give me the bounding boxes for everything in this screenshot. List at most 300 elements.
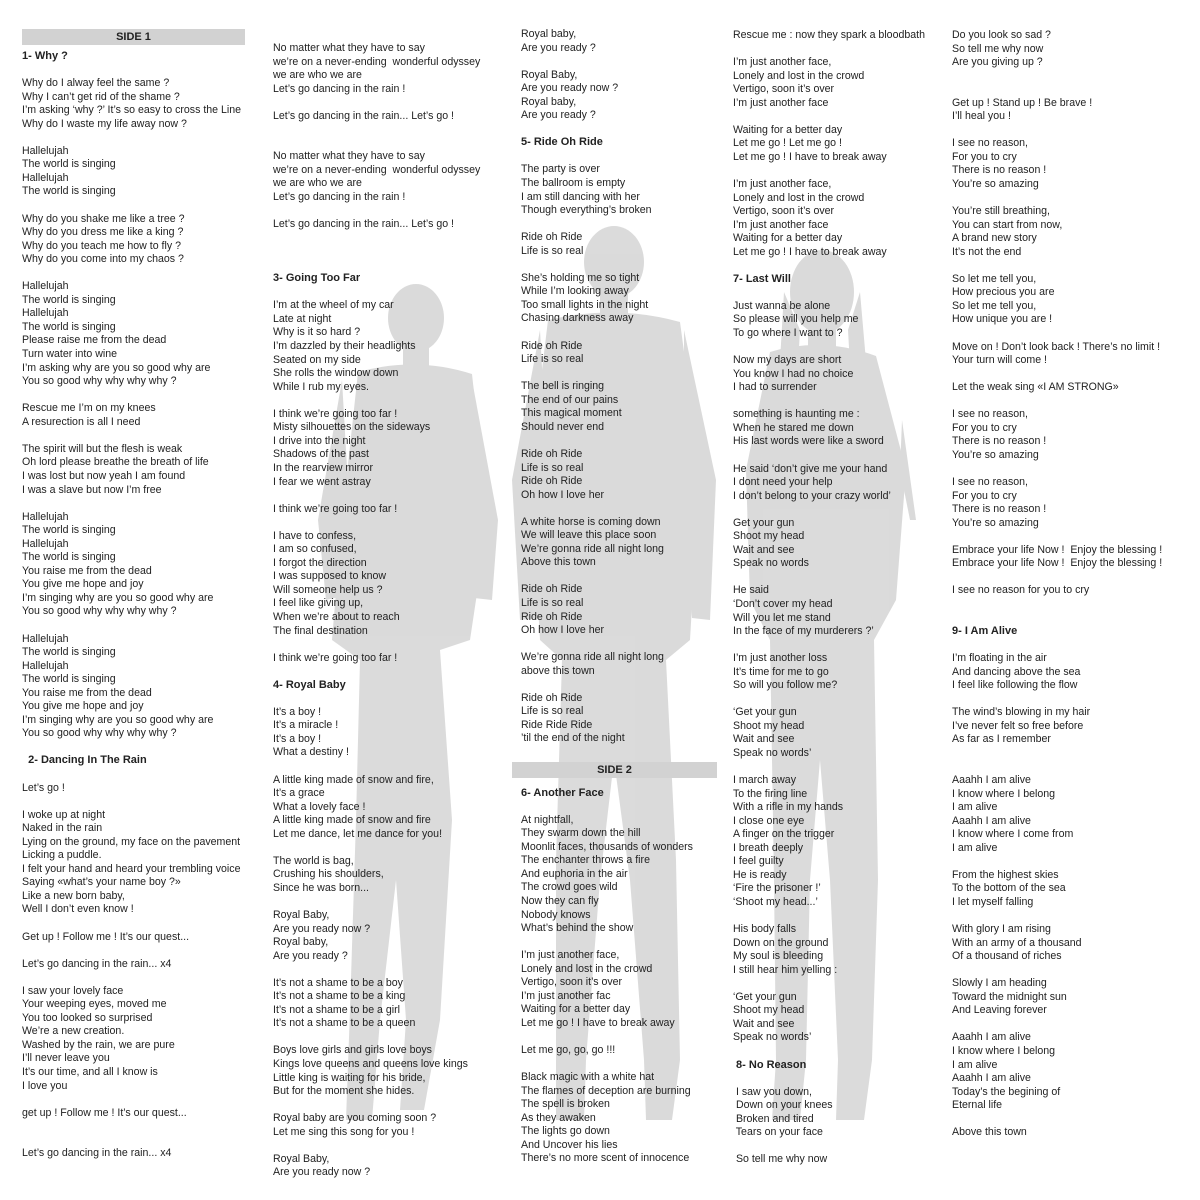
lyric-line: Hallelujah: [22, 307, 69, 320]
lyric-line: As far as I remember: [952, 733, 1051, 746]
stanza-gap: [22, 429, 241, 443]
lyric-line: The world is bag,: [273, 854, 354, 867]
lyric-line: A little king made of snow and fire,: [273, 773, 434, 786]
stanza-gap: [952, 964, 1162, 978]
lyric-line: I’m just another face,: [521, 949, 620, 962]
lyric-line: Why do you dress me like a king ?: [22, 226, 184, 239]
lyric-line: Little king is waiting for his bride,: [273, 1071, 426, 1084]
lyric-line: Hallelujah: [22, 537, 69, 550]
lyric-line: It’s not the end: [952, 245, 1022, 258]
stanza-gap: [273, 1099, 480, 1113]
lyric-line: Lonely and lost in the crowd: [733, 191, 865, 204]
lyric-line: At nightfall,: [521, 813, 574, 826]
stanza-gap: [733, 164, 925, 178]
lyric-line: get up ! Follow me ! It’s our quest...: [22, 1106, 187, 1119]
lyric-line: Slowly I am heading: [952, 977, 1047, 990]
lyric-line: Broken and tired: [733, 1112, 814, 1125]
lyric-line: I still hear him yelling :: [733, 963, 838, 976]
lyric-line: A white horse is coming down: [521, 515, 661, 528]
stanza-gap: [273, 96, 480, 110]
lyric-line: Why do you come into my chaos ?: [22, 253, 184, 266]
lyric-line: Why I can’t get rid of the shame ?: [22, 90, 180, 103]
song-title: 2- Dancing In The Rain: [22, 754, 147, 767]
lyric-line: Wait and see: [733, 543, 795, 556]
lyric-line: Let’s go dancing in the rain... x4: [22, 957, 172, 970]
stanza-gap: [521, 936, 693, 950]
lyric-line: And euphoria in the air: [521, 867, 628, 880]
song-title: 4- Royal Baby: [273, 678, 346, 691]
side-1-banner: SIDE 1: [22, 29, 245, 45]
lyric-line: So will you follow me?: [733, 679, 838, 692]
lyric-line: I woke up at night: [22, 808, 106, 821]
lyric-line: We will leave this place soon: [521, 529, 657, 542]
stanza-gap: [22, 917, 241, 931]
lyric-line: It’s our time, and all I know is: [22, 1066, 158, 1079]
lyric-line: How unique you are !: [952, 313, 1053, 326]
lyric-line: Hallelujah: [22, 144, 69, 157]
lyric-line: Let me go ! I have to break away: [521, 1016, 675, 1029]
stanza-gap: [733, 693, 925, 707]
lyric-line: above this town: [521, 664, 595, 677]
stanza-gap: [733, 259, 925, 273]
lyric-line: I think we’re going too far !: [273, 407, 398, 420]
lyric-line: How precious you are: [952, 286, 1055, 299]
stanza-gap: [22, 389, 241, 403]
lyric-line: Saying «what’s your name boy ?»: [22, 876, 181, 889]
lyric-line: Black magic with a white hat: [521, 1071, 655, 1084]
stanza-gap: [273, 692, 480, 706]
lyric-line: The world is singing: [22, 158, 116, 171]
lyric-line: So please will you help me: [733, 313, 859, 326]
stanza-gap: [521, 434, 693, 448]
lyric-line: Aaahh I am alive: [952, 1072, 1031, 1085]
lyric-line: For you to cry: [952, 489, 1017, 502]
lyric-line: He is ready: [733, 868, 787, 881]
lyric-line: Are you giving up ?: [952, 56, 1043, 69]
lyric-line: I am alive: [952, 1058, 998, 1071]
lyric-line: Boys love girls and girls love boys: [273, 1044, 432, 1057]
lyric-line: Are you ready now ?: [273, 1166, 371, 1179]
lyric-line: Let me dance, let me dance for you!: [273, 827, 443, 840]
lyric-line: They swarm down the hill: [521, 827, 641, 840]
lyric-line: Please raise me from the dead: [22, 334, 167, 347]
stanza-gap: [521, 800, 693, 814]
stanza-gap: [273, 245, 480, 259]
lyric-line: We’re gonna ride all night long: [521, 651, 664, 664]
lyric-line: The spell is broken: [521, 1098, 610, 1111]
lyric-line: Royal Baby,: [521, 68, 578, 81]
lyric-line: It’s not a shame to be a boy: [273, 976, 403, 989]
stanza-gap: [952, 855, 1162, 869]
lyric-line: we’re on a never-ending wonderful odyssey: [273, 163, 481, 176]
stanza-gap: [521, 150, 693, 164]
lyric-line: A finger on the trigger: [733, 828, 835, 841]
stanza-gap: [273, 1031, 480, 1045]
lyric-line: Speak no words’: [733, 746, 812, 759]
lyric-line: I’m dazzled by their headlights: [273, 340, 416, 353]
lyric-line: You give me hope and joy: [22, 700, 144, 713]
lyric-line: You can start from now,: [952, 218, 1063, 231]
stanza-gap: [733, 639, 925, 653]
lyric-line: I am alive: [952, 801, 998, 814]
lyric-line: Your turn will come !: [952, 354, 1047, 367]
lyric-line: Vertigo, soon it’s over: [521, 976, 623, 989]
lyric-line: Shoot my head: [733, 719, 805, 732]
lyric-line: She rolls the window down: [273, 367, 399, 380]
lyric-line: Royal baby,: [273, 936, 329, 949]
lyric-line: Toward the midnight sun: [952, 990, 1067, 1003]
lyric-line: We’re a new creation.: [22, 1025, 125, 1038]
lyric-line: Your weeping eyes, moved me: [22, 998, 167, 1011]
lyric-line: She’s holding me so tight: [521, 271, 640, 284]
lyric-line: Let me go, go, go !!!: [521, 1044, 616, 1057]
lyric-line: No matter what they have to say: [273, 150, 425, 163]
lyric-line: I see no reason,: [952, 408, 1028, 421]
lyric-line: I’m just another fac: [521, 989, 611, 1002]
lyric-line: When we’re about to reach: [273, 610, 400, 623]
lyric-line: Speak no words: [733, 557, 809, 570]
stanza-gap: [273, 394, 480, 408]
lyric-line: ‘Get your gun: [733, 990, 797, 1003]
lyric-line: In the rearview mirror: [273, 461, 374, 474]
lyric-line: Down on the ground: [733, 936, 829, 949]
lyric-line: You so good why why why why ?: [22, 727, 177, 740]
lyric-line: You too looked so surprised: [22, 1011, 153, 1024]
lyric-line: Ride oh Ride: [521, 691, 583, 704]
stanza-gap: [273, 963, 480, 977]
lyric-line: Royal baby are you coming soon ?: [273, 1112, 437, 1125]
stanza-gap: [952, 83, 1162, 97]
lyrics-column-5: [952, 29, 1162, 1140]
lyric-line: Get up ! Follow me ! It’s our quest...: [22, 930, 190, 943]
lyric-line: I breath deeply: [733, 841, 804, 854]
lyric-line: You raise me from the dead: [22, 686, 152, 699]
lyric-line: The ballroom is empty: [521, 177, 626, 190]
stanza-gap: [733, 286, 925, 300]
lyric-line: But for the moment she hides.: [273, 1085, 415, 1098]
song-title: 6- Another Face: [521, 786, 604, 799]
lyric-line: And dancing above the sea: [952, 665, 1081, 678]
lyric-line: With glory I am rising: [952, 923, 1051, 936]
lyric-line: Get up ! Stand up ! Be brave !: [952, 96, 1093, 109]
lyric-line: The world is singing: [22, 293, 116, 306]
stanza-gap: [952, 327, 1162, 341]
lyric-line: Royal Baby,: [273, 909, 330, 921]
lyric-line: I see no reason,: [952, 476, 1028, 489]
lyric-line: I’m asking why are you so good why are: [22, 361, 211, 374]
stanza-gap: [521, 746, 693, 760]
lyric-line: Rescue me : now they spark a bloodbath: [733, 29, 925, 41]
stanza-gap: [22, 971, 241, 985]
lyrics-column-2: [273, 42, 480, 1180]
lyric-line: I know where I come from: [952, 828, 1074, 841]
lyric-line: So let me tell you,: [952, 272, 1037, 285]
lyric-line: I dont need your help: [733, 476, 833, 489]
lyric-line: Wait and see: [733, 733, 795, 746]
lyric-line: I had to surrender: [733, 381, 817, 394]
lyric-line: I feel like following the flow: [952, 679, 1078, 692]
lyric-line: I’m at the wheel of my car: [273, 299, 394, 312]
lyric-line: ‘Shoot my head...’: [733, 896, 818, 908]
stanza-gap: [22, 741, 241, 755]
lyric-line: A resurection is all I need: [22, 415, 141, 428]
lyric-line: Above this town: [952, 1126, 1027, 1139]
lyric-line: What a lovely face !: [273, 800, 366, 813]
stanza-gap: [952, 693, 1162, 707]
lyric-line: So tell me why now: [733, 1153, 828, 1166]
lyric-line: You so good why why why why ?: [22, 375, 177, 388]
lyric-line: Embrace your life Now ! Enjoy the blessing !: [952, 543, 1163, 556]
stanza-gap: [952, 1113, 1162, 1127]
stanza-gap: [521, 638, 693, 652]
stanza-gap: [952, 910, 1162, 924]
lyric-line: I saw you down,: [733, 1085, 812, 1098]
lyric-line: I think we’re going too far !: [273, 651, 398, 664]
lyric-line: we’re on a never-ending wonderful odyssey: [273, 55, 481, 68]
lyric-line: I was a slave but now I’m free: [22, 483, 162, 496]
lyric-line: ‘Get your gun: [733, 706, 797, 719]
lyric-line: You give me hope and joy: [22, 578, 144, 591]
stanza-gap: [952, 368, 1162, 382]
stanza-gap: [952, 530, 1162, 544]
lyric-line: There is no reason !: [952, 164, 1047, 177]
lyric-line: Ride oh Ride: [521, 583, 583, 596]
lyric-line: I’m just another face,: [733, 56, 832, 69]
stanza-gap: [733, 503, 925, 517]
lyric-line: Lonely and lost in the crowd: [521, 962, 653, 975]
stanza-gap: [273, 232, 480, 246]
stanza-gap: [273, 1139, 480, 1153]
song-title: 3- Going Too Far: [273, 272, 361, 285]
lyric-line: Turn water into wine: [22, 348, 117, 361]
lyric-line: Of a thousand of riches: [952, 950, 1062, 963]
lyric-line: His body falls: [733, 923, 796, 936]
lyric-line: we are who we are: [273, 69, 362, 82]
lyric-line: Rescue me I’m on my knees: [22, 402, 156, 415]
lyric-line: There’s no more scent of innocence: [521, 1152, 690, 1165]
stanza-gap: [22, 619, 241, 633]
lyric-line: The world is singing: [22, 673, 116, 686]
stanza-gap: [733, 977, 925, 991]
lyric-line: I love you: [22, 1079, 68, 1092]
lyric-line: To the bottom of the sea: [952, 882, 1066, 895]
stanza-gap: [952, 1018, 1162, 1032]
lyric-line: Ride Ride Ride: [521, 718, 593, 731]
lyric-line: I feel guilty: [733, 855, 784, 868]
lyric-line: Above this town: [521, 556, 596, 569]
lyric-line: It’s a miracle !: [273, 719, 339, 732]
lyric-line: No matter what they have to say: [273, 42, 425, 54]
lyric-line: Will you let me stand: [733, 611, 831, 624]
lyric-line: I’m just another loss: [733, 652, 828, 665]
lyric-line: we are who we are: [273, 177, 362, 190]
stanza-gap: [733, 449, 925, 463]
stanza-gap: [22, 199, 241, 213]
lyric-line: I’ll never leave you: [22, 1052, 110, 1065]
lyric-line: Are you ready now ?: [521, 82, 619, 95]
stanza-gap: [22, 795, 241, 809]
lyric-line: I am still dancing with her: [521, 190, 640, 203]
lyric-line: Let me go ! I have to break away: [733, 245, 887, 258]
stanza-gap: [952, 259, 1162, 273]
stanza-gap: [952, 639, 1162, 653]
stanza-gap: [273, 760, 480, 774]
lyric-line: I fear we went astray: [273, 475, 371, 488]
lyric-line: Let’s go dancing in the rain !: [273, 82, 406, 95]
stanza-gap: [273, 137, 480, 151]
lyric-line: It’s not a shame to be a girl: [273, 1003, 401, 1016]
lyric-line: Hallelujah: [22, 171, 69, 184]
lyric-line: You raise me from the dead: [22, 564, 152, 577]
stanza-gap: [273, 123, 480, 137]
song-title: 9- I Am Alive: [952, 625, 1018, 638]
lyric-line: Will someone help us ?: [273, 583, 383, 596]
lyrics-column-3: [521, 28, 693, 1166]
lyric-line: Now they can fly: [521, 895, 599, 907]
stanza-gap: [733, 341, 925, 355]
lyric-line: Crushing his shoulders,: [273, 868, 384, 881]
lyric-line: Ride oh Ride: [521, 475, 583, 488]
lyric-line: Oh how I love her: [521, 624, 605, 637]
lyric-line: The final destination: [273, 624, 368, 637]
lyric-line: Embrace your life Now ! Enjoy the blessing !: [952, 557, 1163, 570]
lyric-line: Late at night: [273, 312, 332, 325]
lyric-line: Let me sing this song for you !: [273, 1125, 415, 1138]
stanza-gap: [22, 1134, 241, 1148]
lyric-line: Tears on your face: [733, 1126, 823, 1139]
stanza-gap: [733, 1045, 925, 1059]
stanza-gap: [733, 395, 925, 409]
stanza-gap: [521, 218, 693, 232]
lyric-line: Hallelujah: [22, 659, 69, 672]
lyric-line: Life is so real: [521, 461, 584, 474]
lyric-line: You so good why why why why ?: [22, 605, 177, 618]
lyric-line: Wait and see: [733, 1017, 795, 1030]
lyric-line: Ride oh Ride: [521, 231, 583, 244]
lyric-line: Let’s go dancing in the rain !: [273, 191, 406, 204]
lyric-line: Shoot my head: [733, 1004, 805, 1017]
stanza-gap: [733, 110, 925, 124]
lyric-line: Why do you teach me how to fly ?: [22, 239, 181, 252]
lyric-line: While I rub my eyes.: [273, 380, 369, 393]
lyric-line: The crowd goes wild: [521, 881, 618, 894]
lyric-line: And Leaving forever: [952, 1004, 1047, 1017]
lyric-line: ’til the end of the night: [521, 732, 625, 745]
side-banner-spacer: [521, 760, 693, 774]
lyric-line: The party is over: [521, 163, 600, 176]
lyric-line: I let myself falling: [952, 896, 1034, 908]
lyric-line: For you to cry: [952, 421, 1017, 434]
lyric-line: Why do I alway feel the same ?: [22, 77, 170, 90]
lyric-line: Are you ready now ?: [273, 922, 371, 935]
stanza-gap: [952, 70, 1162, 84]
lyric-line: Do you look so sad ?: [952, 29, 1051, 41]
lyric-line: My soul is bleeding: [733, 950, 824, 963]
lyric-line: Aaahh I am alive: [952, 774, 1031, 787]
lyric-line: What’s behind the show: [521, 922, 634, 935]
lyric-line: Royal baby,: [521, 28, 577, 40]
lyric-line: Why do I waste my life away now ?: [22, 117, 187, 130]
lyric-line: The enchanter throws a fire: [521, 854, 650, 867]
lyric-line: I’m floating in the air: [952, 652, 1047, 665]
stanza-gap: [22, 131, 241, 145]
song-title: 8- No Reason: [733, 1058, 807, 1071]
stanza-gap: [521, 367, 693, 381]
stanza-gap: [521, 55, 693, 69]
lyric-line: I’m singing why are you so good why are: [22, 713, 214, 726]
lyric-line: So let me tell you,: [952, 299, 1037, 312]
stanza-gap: [733, 910, 925, 924]
lyric-line: The lights go down: [521, 1125, 610, 1138]
lyric-line: I know where I belong: [952, 1045, 1056, 1058]
stanza-gap: [521, 502, 693, 516]
lyric-line: The world is singing: [22, 646, 116, 659]
lyric-line: I feel like giving up,: [273, 597, 364, 610]
lyric-line: There is no reason !: [952, 503, 1047, 516]
lyric-line: With an army of a thousand: [952, 936, 1082, 949]
lyric-line: Are you ready ?: [273, 949, 348, 962]
lyric-line: I was lost but now yeah I am found: [22, 469, 186, 482]
lyric-line: I am alive: [952, 841, 998, 854]
lyric-line: Why is it so hard ?: [273, 326, 361, 339]
lyric-line: I know where I belong: [952, 787, 1056, 800]
lyric-line: Ride oh Ride: [521, 339, 583, 352]
stanza-gap: [733, 1140, 925, 1154]
lyric-line: You’re so amazing: [952, 448, 1039, 461]
lyric-line: Life is so real: [521, 353, 584, 366]
lyric-line: Like a new born baby,: [22, 889, 125, 902]
stanza-gap: [22, 64, 241, 78]
lyric-line: With a rifle in my hands: [733, 801, 844, 814]
lyric-line: You’re so amazing: [952, 178, 1039, 191]
stanza-gap: [952, 747, 1162, 761]
stanza-gap: [22, 1093, 241, 1107]
lyric-line: Are you ready ?: [521, 41, 596, 54]
lyric-line: The spirit will but the flesh is weak: [22, 442, 183, 455]
stanza-gap: [952, 598, 1162, 612]
lyric-line: I’ve never felt so free before: [952, 719, 1084, 732]
lyric-line: I felt your hand and heard your trembling voice: [22, 862, 241, 875]
lyric-line: The world is singing: [22, 551, 116, 564]
lyric-line: Shadows of the past: [273, 448, 369, 461]
lyric-line: I’m just another face: [733, 96, 829, 109]
stanza-gap: [273, 489, 480, 503]
lyric-line: He said ‘don’t give me your hand: [733, 462, 888, 475]
lyric-line: He said: [733, 584, 769, 597]
stanza-gap: [521, 123, 693, 137]
lyric-line: Kings love queens and queens love kings: [273, 1058, 468, 1071]
lyric-line: Eternal life: [952, 1099, 1003, 1112]
stanza-gap: [521, 1058, 693, 1072]
lyric-line: And Uncover his lies: [521, 1138, 618, 1151]
lyric-line: You know I had no choice: [733, 367, 854, 380]
lyric-line: His last words were like a sword: [733, 435, 884, 448]
lyric-line: Ride oh Ride: [521, 447, 583, 460]
lyric-line: For you to cry: [952, 150, 1017, 163]
lyric-line: ‘Don’t cover my head: [733, 597, 833, 610]
stanza-gap: [952, 124, 1162, 138]
stanza-gap: [22, 1120, 241, 1134]
lyric-line: Oh how I love her: [521, 488, 605, 501]
stanza-gap: [952, 761, 1162, 775]
lyric-line: The bell is ringing: [521, 380, 605, 393]
song-title: 1- Why ?: [22, 50, 68, 62]
lyric-line: I saw your lovely face: [22, 984, 124, 997]
lyric-line: Oh lord please breathe the breath of life: [22, 456, 209, 469]
lyric-line: Hallelujah: [22, 632, 69, 645]
lyric-line: Speak no words’: [733, 1031, 812, 1044]
lyric-line: I’m just another face,: [733, 178, 832, 191]
